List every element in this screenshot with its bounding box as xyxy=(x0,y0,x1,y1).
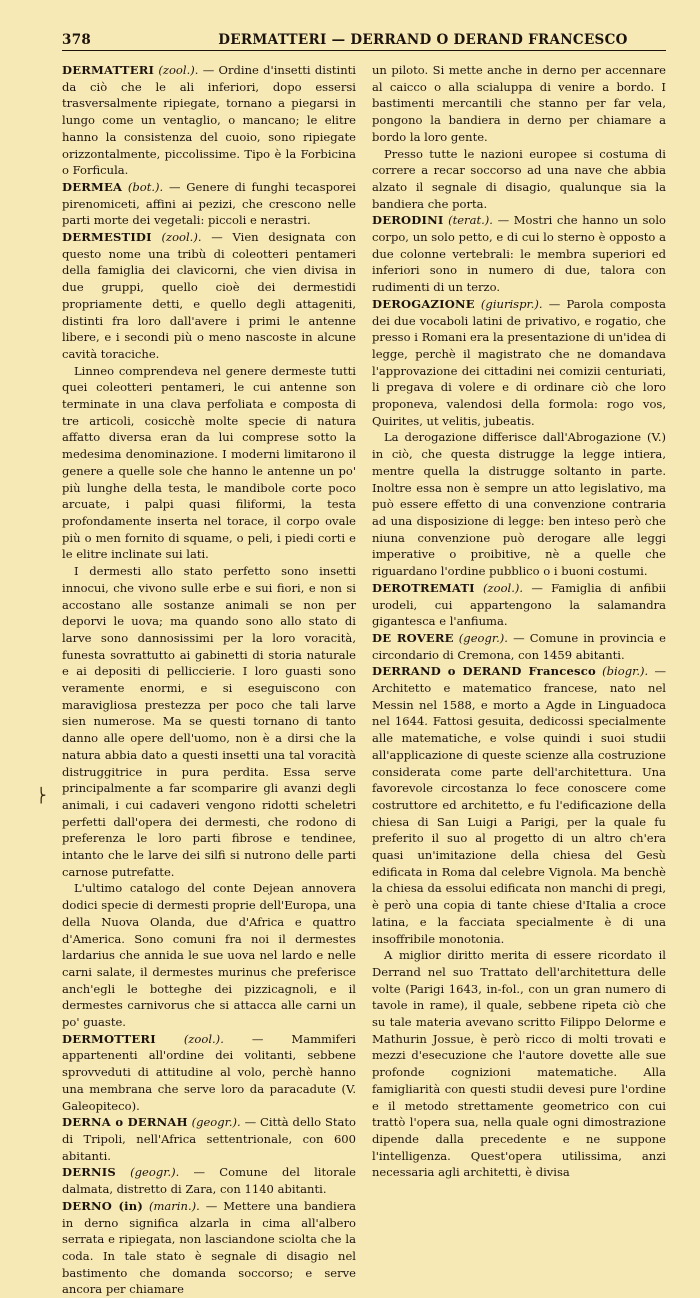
entry-derotremati: DEROTREMATI (zool.). — Famiglia di anfibii urodeli, cui appartengono la salamandra gigantesca e l'anfiuma. xyxy=(372,580,667,629)
paragraph: Presso tutte le nazioni europee si costuma di correre a recar soccorso ad una nave che abbia alzato il segnale di disagio, qualunque sia la bandiera che porta. xyxy=(372,146,666,211)
paragraph: I dermesti allo stato perfetto sono insetti innocui, che vivono sulle erbe e sui fiori, e non si accostano alle sostanze animali se non per deporvi le uova; ma quando sono allo stato di larve sono dannosissimi per la loro voracità, funesta sovrattutto ai gabinetti di storia naturale e ai depositi di pelliccierie. I loro guasti sono veramente enormi, e si eseguiscono con maravigliosa prestezza per poco che tali larve sien numerose. Ma se questi tornano di tanto danno alle opere dell'uomo, non è a dirsi che la natura abbia dato a questi insetti una tal voracità distruggitrice in pura perdita. Essa serve principalmente a far scomparire gli avanzi degli animali, i cui cadaveri vengono ridotti scheletri perfetti dall'opera dei dermesti, che rodono di preferenza le loro parti fibrose e tendinee, intanto che le larve dei silfi si nutrono delle parti carnose putrefatte. xyxy=(62,564,356,879)
entry-derno: DERNO (in) (marin.). — Mettere una bandiera in derno significa alzarla in cima all'albero serrata e ripiegata, non lasciandone sciolta che la coda. In tale stato è segnale di disagio nel bastimento che domanda soccorso; e serve ancora per chiamare xyxy=(62,1198,356,1297)
paragraph: L'ultimo catalogo del conte Dejean annovera dodici specie di dermesti proprie dell'Europa, una della Nuova Olanda, due d'Africa e quattro d'America. Sono comuni fra noi il dermestes lardarius che annida le sue uova nel lardo e nelle carni salate, il dermestes murinus che preferisce anch'egli le botteghe dei pizzicagnoli, e il dermestes carnivorus che si attacca alle carni un po' guaste. xyxy=(62,881,356,1030)
entry-dermea: DERMEA (bot.). — Genere di funghi tecasporei pirenomiceti, affini ai pezizi, che crescono nelle parti morte dei vegetali: piccoli e nerastri. xyxy=(62,179,356,228)
running-head xyxy=(62,30,666,51)
paragraph: Linneo comprendeva nel genere dermeste tutti quei coleotteri pentameri, le cui antenne son terminate in una clava perfoliata e composta di tre articoli, cosicchè molte specie di natura affatto diversa eran da lui comprese sotto la medesima denominazione. I moderni limitarono il genere a quelle sole che hanno le antenne un po' più lunghe della testa, le mandibole corte poco arcuate, i palpi quasi filiformi, la testa profondamente inserta nel torace, il corpo ovale più o men fornito di squame, o peli, i piedi corti e le elitre inclinate sui lati. xyxy=(62,363,356,562)
entry-derogazione: DEROGAZIONE (giurispr.). — Parola composta dei due vocaboli latini de privativo, e rogatio, che presso i Romani era la presentazione di un'idea di legge, perchè il magistrato che ne domandava l'approvazione dei cittadini nei comizii centuriati, li pregava di volere e di ordinare ciò che loro proponeva, valendosi della formola: rogo vos, Quirites, ut velitis, jubeatis. xyxy=(372,296,667,428)
entry-dermatteri: DERMATTERI (zool.). — Ordine d'insetti distinti da ciò che le ali inferiori, dopo essersi trasversalmente ripiegate, tornano a piegarsi in lungo come un ventaglio, o mancano; le elitre hanno la consistenza del cuoio, sono ripiegate orizzontalmente, piccolissime. Tipo è la Forbicina o Forficula. xyxy=(62,63,356,178)
entry-dermotteri: DERMOTTERI (zool.). — Mammiferi appartenenti all'ordine dei volitanti, sebbene sprovveduti di attitudine al volo, perchè hanno una membrana che serve loro da paracadute (V. Galeopiteco). xyxy=(62,1031,357,1113)
entry-derodini: DERODINI (terat.). — Mostri che hanno un solo corpo, un solo petto, e di cui lo sterno è opposto a due colonne vertebrali: le membra superiori ed inferiori sono in numero di due, talora con rudimenti di un terzo. xyxy=(372,213,667,295)
entry-dernis: DERNIS (geogr.). — Comune del litorale dalmata, distretto di Zara, con 1140 abitanti. xyxy=(62,1165,357,1197)
paragraph: un piloto. Si mette anche in derno per accennare al caicco o alla scialuppa di venire a bordo. I bastimenti mercantili che stanno per far vela, pongono la bandiera in derno per chiamare a bordo la loro gente. xyxy=(372,63,666,144)
page-number: 378 xyxy=(62,32,92,48)
left-column xyxy=(62,62,357,1297)
paragraph: La derogazione differisce dall'Abrogazione (V.) in ciò, che questa distrugge la legge intiera, mentre quella la distrugge soltanto in parte. Inoltre essa non è sempre un atto legislativo, ma può essere effetto di una convenzione contraria ad una disposizione di legge: ben inteso però che niuna convenzione può derogare alle leggi imperative o proibitive, nè a quelle che riguardano l'ordine pubblico o i buoni costumi. xyxy=(372,430,666,579)
entry-dermestidi: DERMESTIDI (zool.). — Vien designata con questo nome una tribù di coleotteri pentameri della famiglia dei clavicorni, che vien divisa in due gruppi, quello cioè dei dermestidi propriamente detti, e quello degli attageniti, distinti fra loro dall'avere i primi le antenne libere, e i secondi più o meno nascoste in alcune cavità toraciche. xyxy=(62,230,357,361)
entry-derna: DERNA o DERNAH (geogr.). — Città dello Stato di Tripoli, nell'Africa settentrionale, con 600 abitanti. xyxy=(62,1115,357,1163)
page-title: DERMATTERI — DERRAND O DERAND FRANCESCO xyxy=(218,32,628,48)
margin-bracket-mark: ⎬ xyxy=(36,788,47,804)
entry-de-rovere: DE ROVERE (geogr.). — Comune in provincia e circondario di Cremona, con 1459 abitanti. xyxy=(372,630,666,662)
paragraph: A miglior diritto merita di essere ricordato il Derrand nel suo Trattato dell'architettura delle volte (Parigi 1643, in-fol., con un gran numero di tavole in rame), il quale, sebbene ripeta ciò che su tale materia avevano scritto Filippo Delorme e Mathurin Jossue, è però ricco di molti trovati e mezzi d'esecuzione che l'autore dovette alle sue profonde cognizioni matematiche. Alla famigliarità con questi studii devesi pure l'ordine e il metodo strettamente geometrico con cui trattò l'opera sua, nella quale ogni dimostrazione dipende dalla precedente e ne suppone l'intelligenza. Quest'opera utilissima, anzi necessaria agli architetti, è divisa xyxy=(372,948,666,1180)
right-column xyxy=(372,62,667,1180)
entry-derrand: DERRAND o DERAND Francesco (biogr.). — Architetto e matematico francese, nato nel Messin nel 1588, e morto a Agde in Linguadoca nel 1644. Fattosi gesuita, dedicossi specialmente alle matematiche, e volse quindi i suoi studii all'applicazione di queste scienze alla costruzione considerata come parte dell'architettura. Una favorevole circostanza lo fece conoscere come costruttore ed architetto, e fu l'edificazione della chiesa di San Luigi a Parigi, per la quale fu preferito il suo al progetto di un altro ch'era quasi un'imitazione della chiesa del Gesù edificata in Roma dal celebre Vignola. Ma benchè la chiesa da essolui edificata non manchi di pregi, è però una copia di tante chiese d'Italia a croce latina, e la facciata specialmente è di una insoffribile monotonia. xyxy=(372,664,667,946)
